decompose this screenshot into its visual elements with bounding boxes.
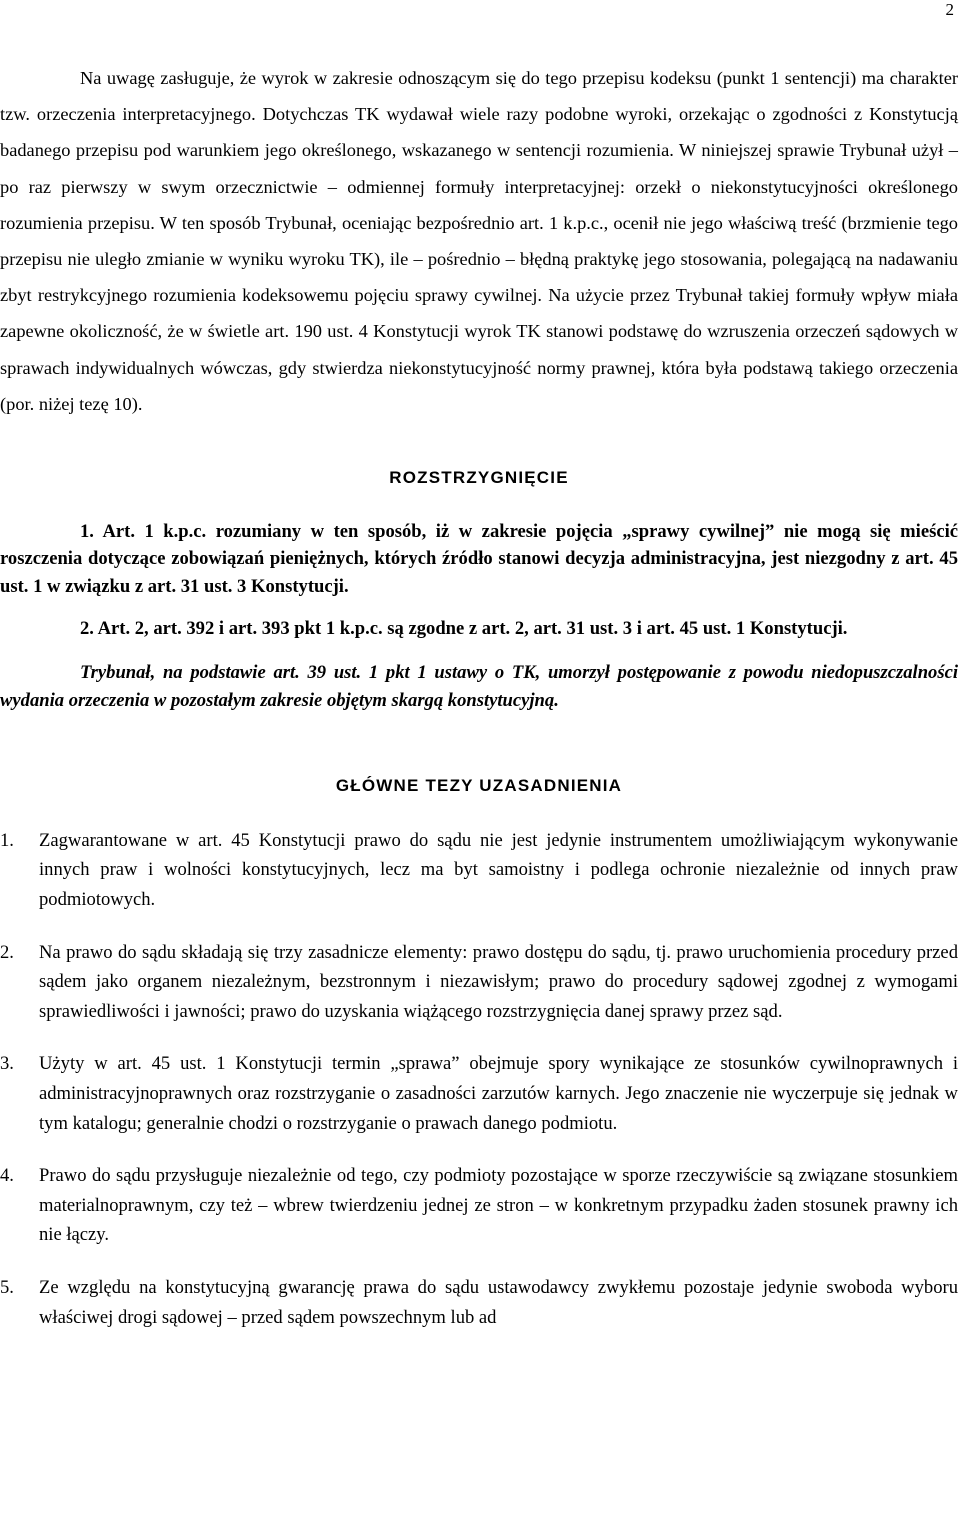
thesis-number: 2. bbox=[0, 941, 14, 963]
thesis-item bbox=[0, 826, 958, 915]
thesis-item bbox=[0, 1273, 958, 1332]
document-body bbox=[0, 60, 958, 1355]
thesis-number: 3. bbox=[0, 1053, 14, 1075]
thesis-text: Na prawo do sądu składają się trzy zasadnicze elementy: prawo dostępu do sądu, tj. prawo uruchomienia procedury przed sądem jako organem niezależnym, bezstronnym i niezawisłym; prawo do procedury sądowej zgodnej z wymogami sprawiedliwości i jawności; prawo do uzyskania wiążącego rozstrzygnięcia danej sprawy przez sąd. bbox=[39, 941, 958, 1022]
thesis-number: 1. bbox=[0, 829, 14, 851]
thesis-text: Ze względu na konstytucyjną gwarancję prawa do sądu ustawodawcy zwykłemu pozostaje jedynie swoboda wyboru właściwej drogi sądowej – przed sądem powszechnym lub ad bbox=[39, 1276, 958, 1328]
thesis-text: Użyty w art. 45 ust. 1 Konstytucji termin „sprawa” obejmuje spory wynikające ze stosunków cywilnoprawnych i administracyjnoprawnych oraz rozstrzyganie o zasadności zarzutów karnych. Jego znaczenie nie wyczerpuje się jednak w tym katalogu; generalnie chodzi o rozstrzyganie o prawach danego podmiotu. bbox=[39, 1053, 958, 1134]
ruling-point-1: 1. Art. 1 k.p.c. rozumiany w ten sposób, iż w zakresie pojęcia „sprawy cywilnej” nie mogą się mieścić roszczenia dotyczące zobowiązań pieniężnych, których źródło stanowi decyzja administracyjna, jest niezgodny z art. 45 ust. 1 w związku z art. 31 ust. 3 Konstytucji. bbox=[0, 521, 958, 597]
intro-paragraph: Na uwagę zasługuje, że wyrok w zakresie odnoszącym się do tego przepisu kodeksu (punkt 1 sentencji) ma charakter tzw. orzeczenia interpretacyjnego. Dotychczas TK wydawał wiele razy podobne wyroki, orzekając o zgodności z Konstytucją badanego przepisu pod warunkiem jego określonego, wskazanego w sentencji rozumienia. W niniejszej sprawie Trybunał użył – po raz pierwszy w swym orzecznictwie – odmiennej formuły interpretacyjnej: orzekł o niekonstytucyjności określonego rozumienia przepisu. W ten sposób Trybunał, oceniając bezpośrednio art. 1 k.p.c., ocenił nie jego właściwą treść (brzmienie tego przepisu nie uległo zmianie w wyniku wyroku TK), ile – pośrednio – błędną praktykę jego stosowania, polegającą na nadawaniu zbyt restrykcyjnego rozumienia kodeksowemu pojęciu sprawy cywilnej. Na użycie przez Trybunał takiej formuły wpływ miała zapewne okoliczność, że w świetle art. 190 ust. 4 Konstytucji wyrok TK stanowi podstawę do wzruszenia orzeczeń sądowych w sprawach indywidualnych wówczas, gdy stwierdza niekonstytucyjność normy prawnej, która była podstawą takiego orzeczenia (por. niżej tezę 10). bbox=[0, 68, 958, 414]
ruling-discontinuation: Trybunał, na podstawie art. 39 ust. 1 pkt 1 ustawy o TK, umorzył postępowanie z powodu niedopuszczalności wydania orzeczenia w pozostałym zakresie objętym skargą konstytucyjną. bbox=[0, 662, 958, 711]
ruling-heading: ROZSTRZYGNIĘCIE bbox=[389, 468, 569, 488]
thesis-item bbox=[0, 1049, 958, 1138]
thesis-item bbox=[0, 1161, 958, 1250]
ruling-point-2: 2. Art. 2, art. 392 i art. 393 pkt 1 k.p.c. są zgodne z art. 2, art. 31 ust. 3 i art. 45 ust. 1 Konstytucji. bbox=[80, 617, 848, 639]
thesis-number: 5. bbox=[0, 1276, 14, 1298]
page-number: 2 bbox=[945, 0, 954, 19]
thesis-item bbox=[0, 938, 958, 1027]
thesis-text: Prawo do sądu przysługuje niezależnie od tego, czy podmioty pozostające w sporze rzeczywiście są związane stosunkiem materialnoprawnym, czy też – wbrew twierdzeniu jednej ze stron – w konkretnym przypadku żaden stosunek prawny ich nie łączy. bbox=[39, 1165, 958, 1246]
thesis-number: 4. bbox=[0, 1165, 14, 1187]
theses-list bbox=[0, 826, 958, 1332]
thesis-text: Zagwarantowane w art. 45 Konstytucji prawo do sądu nie jest jedynie instrumentem umożliwiającym wykonywanie innych praw i wolności konstytucyjnych, lecz ma byt samoistny i podlega ochronie niezależnie od innych praw podmiotowych. bbox=[39, 829, 958, 910]
theses-heading: GŁÓWNE TEZY UZASADNIENIA bbox=[335, 775, 623, 795]
